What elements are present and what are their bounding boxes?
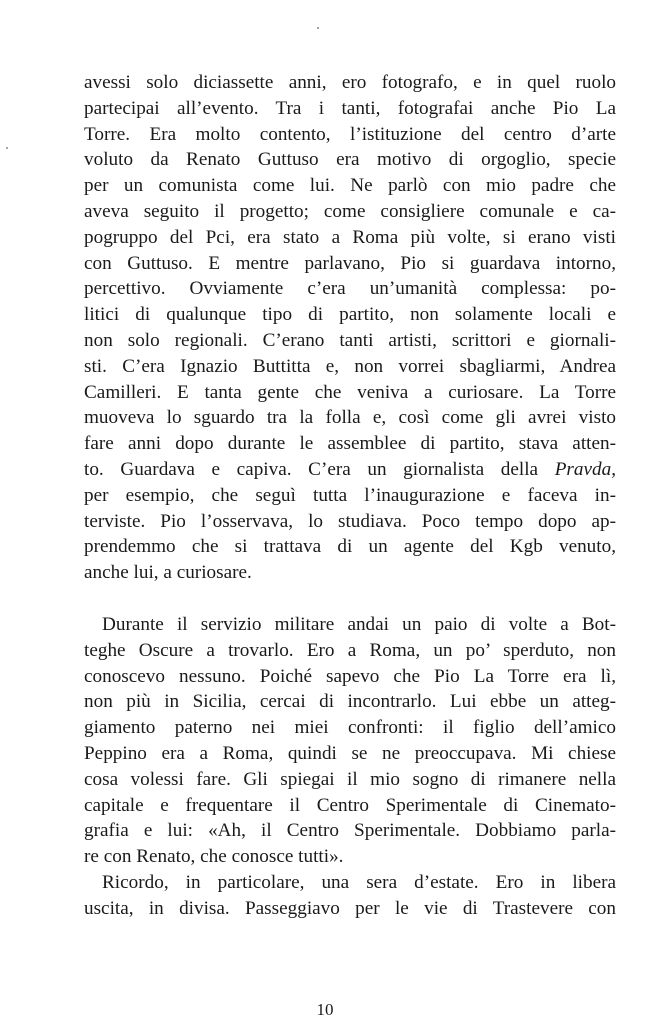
text-line: giamento paterno nei miei confronti: il figlio dell’amico [84, 717, 616, 739]
text-line: cosa volessi fare. Gli spiegai il mio sogno di rimanere nella [84, 768, 616, 790]
text-line: litici di qualunque tipo di partito, non solamente locali e [84, 304, 616, 326]
text-line: anche lui, a curiosare. [84, 562, 252, 584]
text-line: fare anni dopo durante le assemblee di partito, stava atten- [84, 433, 616, 455]
paragraph-1 [84, 70, 616, 586]
text-line: Camilleri. E tanta gente che veniva a curiosare. La Torre [84, 381, 616, 403]
text-line: per un comunista come lui. Ne parlò con mio padre che [84, 175, 616, 197]
text-line: Ricordo, in particolare, una sera d’estate. Ero in libera [102, 871, 616, 893]
margin-mark-left [6, 147, 8, 149]
text-line: partecipai all’evento. Tra i tanti, fotografai anche Pio La [84, 97, 616, 119]
text-line: non più in Sicilia, cercai di incontrarlo. Lui ebbe un atteg- [84, 691, 616, 713]
text-line: sti. C’era Ignazio Buttitta e, non vorrei sbagliarmi, Andrea [84, 355, 616, 377]
text-line: conoscevo nessuno. Poiché sapevo che Pio La Torre era lì, [84, 665, 616, 687]
margin-mark-top [317, 27, 319, 29]
text-line: Durante il servizio militare andai un paio di volte a Bot- [102, 613, 616, 635]
text-line: aveva seguito il progetto; come consigliere comunale e ca- [84, 200, 616, 222]
page-body-text [84, 70, 616, 922]
text-line: con Guttuso. E mentre parlavano, Pio si guardava intorno, [84, 252, 616, 274]
text-line-with-italic-title: to. Guardava e capiva. C’era un giornalista della Pravda, [84, 458, 616, 480]
section-break [84, 586, 616, 612]
text-line: voluto da Renato Guttuso era motivo di orgoglio, specie [84, 149, 616, 171]
text-line: non solo regionali. C’erano tanti artisti, scrittori e giornali- [84, 329, 616, 351]
text-line: Peppino era a Roma, quindi se ne preoccupava. Mi chiese [84, 742, 616, 764]
text-line: pogruppo del Pci, era stato a Roma più volte, si erano visti [84, 226, 616, 248]
text-line: uscita, in divisa. Passeggiavo per le vie di Trastevere con [84, 897, 616, 919]
text-line: re con Renato, che conosce tutti». [84, 846, 344, 868]
paragraph-3 [84, 870, 616, 922]
text-line: teghe Oscure a trovarlo. Ero a Roma, un po’ sperduto, non [84, 639, 616, 661]
page-number: 10 [316, 1000, 334, 1019]
paragraph-2 [84, 612, 616, 870]
text-line: terviste. Pio l’osservava, lo studiava. Poco tempo dopo ap- [84, 510, 616, 532]
text-line: percettivo. Ovviamente c’era un’umanità complessa: po- [84, 278, 616, 300]
text-line: grafia e lui: «Ah, il Centro Sperimentale. Dobbiamo parla- [84, 820, 616, 842]
text-line: avessi solo diciassette anni, ero fotografo, e in quel ruolo [84, 72, 616, 93]
text-line: prendemmo che si trattava di un agente del Kgb venuto, [84, 536, 616, 558]
text-line: Torre. Era molto contento, l’istituzione del centro d’arte [84, 123, 616, 145]
text-line: per esempio, che seguì tutta l’inaugurazione e faceva in- [84, 484, 616, 506]
text-line: capitale e frequentare il Centro Sperimentale di Cinemato- [84, 794, 616, 816]
newspaper-title: Pravda [554, 458, 612, 480]
text-line: muoveva lo sguardo tra la folla e, così come gli avrei visto [84, 407, 616, 429]
